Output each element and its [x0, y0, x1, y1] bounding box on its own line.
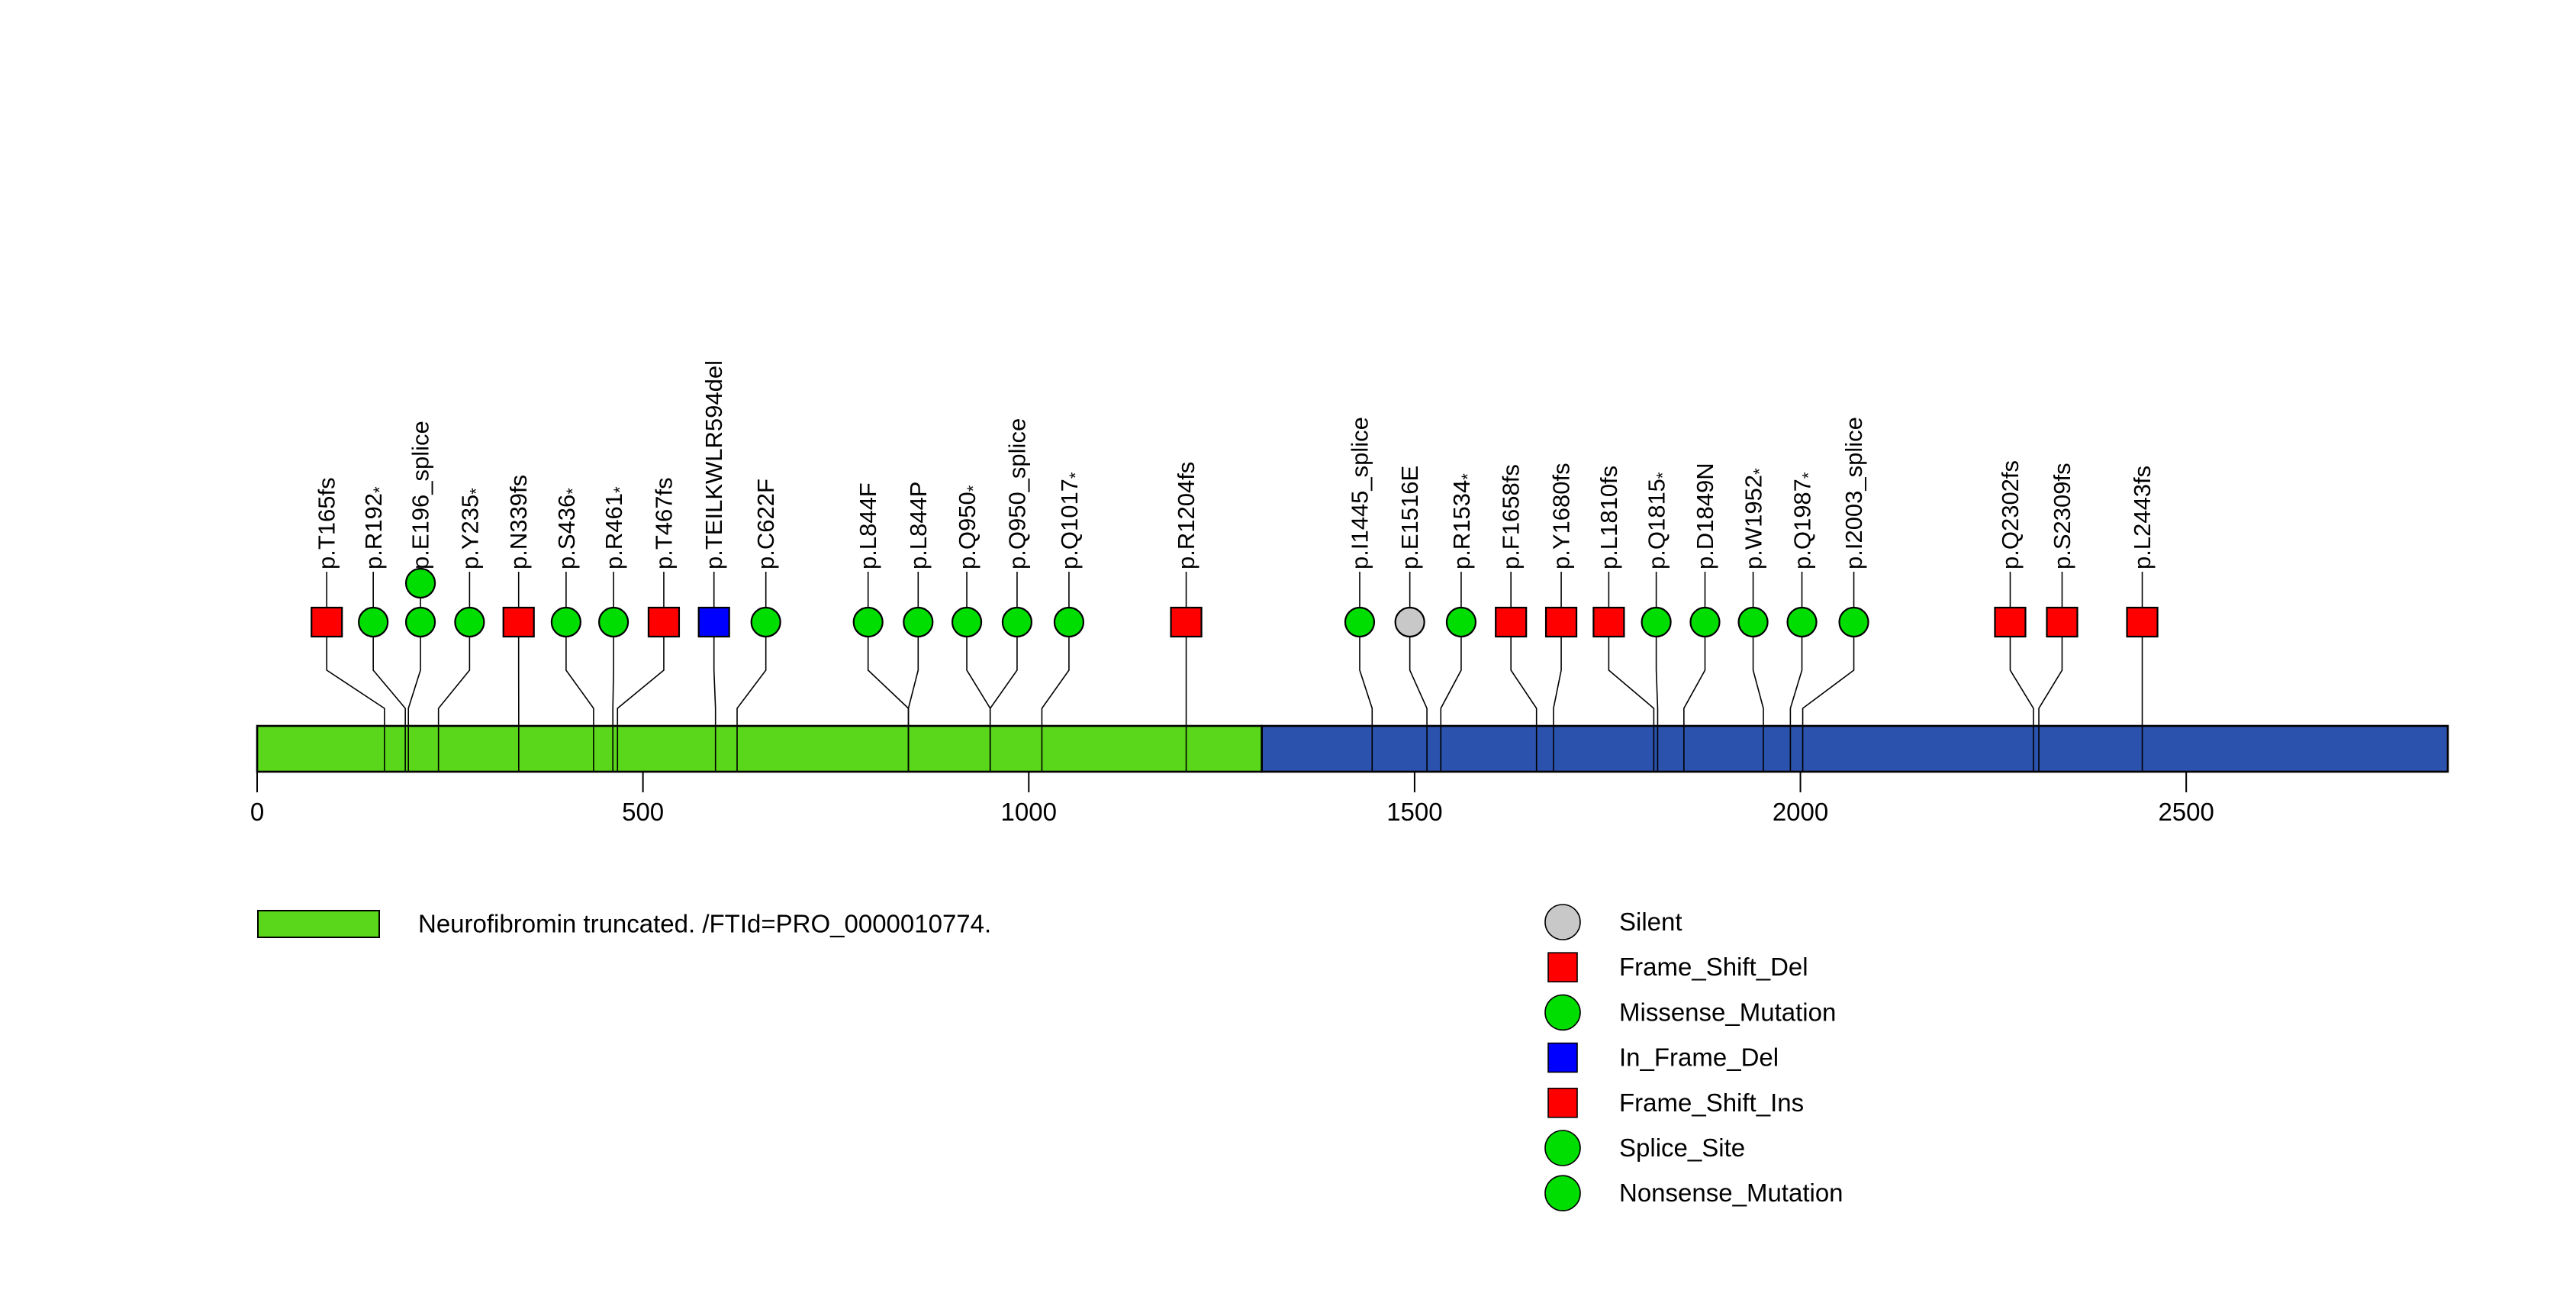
mutation-marker: [1788, 608, 1817, 637]
mutation-label: p.F1658fs: [1497, 464, 1525, 569]
mutation-label: $p.Q1815_*$: [1643, 472, 1673, 569]
axis-tick-label: 2500: [2158, 798, 2214, 826]
mutation-marker: [1003, 608, 1032, 637]
mutation-marker: [1447, 608, 1476, 637]
domain-legend-label: Neurofibromin truncated. /FTId=PRO_0000010774.: [418, 909, 992, 938]
mutation-label: p.S2309fs: [2048, 463, 2075, 569]
mutation-marker: [952, 608, 981, 637]
legend-symbol-red-square: [1548, 1088, 1577, 1117]
legend-label: Frame_Shift_Ins: [1619, 1088, 1805, 1117]
mutation-marker: [504, 608, 534, 637]
mutation-label: $p.R461_*$: [600, 486, 630, 569]
mutation-marker: [552, 608, 581, 637]
mutation-label: p.C622F: [752, 479, 780, 569]
mutation-marker: [1546, 608, 1576, 637]
mutation-label: p.TEILKWLR594del: [700, 360, 728, 569]
mutation-label: $p.R1534_*$: [1447, 473, 1477, 569]
legend-label: Missense_Mutation: [1619, 998, 1837, 1027]
mutation-marker: [455, 608, 484, 637]
mutation-label: p.R1204fs: [1173, 461, 1200, 569]
mutation-marker: [1642, 608, 1671, 637]
mutation-label: p.E196_splice: [407, 421, 434, 569]
axis-tick-label: 1500: [1386, 798, 1443, 826]
mutation-marker: [1055, 608, 1084, 637]
mutation-marker: [699, 608, 729, 637]
mutation-label: p.D1849N: [1691, 463, 1718, 569]
legend-label: Frame_Shift_Del: [1619, 953, 1808, 982]
mutation-label: p.L844P: [904, 481, 932, 569]
mutation-label: p.Q2302fs: [1996, 460, 2024, 569]
mutation-label: p.N339fs: [505, 474, 533, 569]
mutation-marker: [649, 608, 679, 637]
protein-bar-domain-blue: [1262, 726, 2448, 772]
mutation-marker: [2127, 608, 2158, 637]
mutation-marker: [752, 608, 781, 637]
domain-legend-swatch: [258, 911, 379, 937]
mutation-marker: [854, 608, 883, 637]
legend-label: Silent: [1619, 908, 1682, 936]
mutation-marker: [1171, 608, 1202, 637]
legend-symbol-gray-circle: [1545, 905, 1580, 940]
mutation-label: $p.Y235_*$: [456, 488, 485, 569]
mutation-marker: [1690, 608, 1719, 637]
mutation-marker: [2046, 608, 2077, 637]
mutation-marker: [599, 608, 628, 637]
mutation-label: $p.Q950_*$: [953, 485, 983, 569]
axis-tick-label: 1000: [1000, 798, 1057, 826]
mutation-marker: [359, 608, 388, 637]
mutation-marker: [1496, 608, 1526, 637]
mutation-marker: [1593, 608, 1624, 637]
legend-label: Nonsense_Mutation: [1619, 1179, 1843, 1208]
mutation-label: $p.Q1017_*$: [1055, 472, 1085, 569]
mutation-label: p.L1810fs: [1595, 465, 1622, 569]
mutation-label: $p.Q1987_*$: [1789, 472, 1818, 569]
legend-symbol-green-circle: [1545, 1176, 1580, 1211]
legend-symbol-red-square: [1548, 953, 1577, 982]
mutation-label: p.Y1680fs: [1547, 463, 1575, 569]
mutation-marker: [1739, 608, 1768, 637]
legend-label: In_Frame_Del: [1619, 1043, 1779, 1072]
mutation-label: p.Q950_splice: [1003, 418, 1031, 569]
mutation-marker: [903, 608, 932, 637]
mutation-label: p.L844F: [855, 482, 882, 569]
legend-symbol-green-circle: [1545, 995, 1580, 1030]
mutation-marker: [311, 608, 342, 637]
mutation-label: p.E1516E: [1396, 465, 1424, 569]
mutation-label: $p.R192_*$: [359, 486, 389, 569]
legend-symbol-blue-square: [1548, 1043, 1577, 1072]
mutation-label: $p.W1952_*$: [1740, 468, 1769, 569]
mutation-marker: [1396, 608, 1425, 637]
mutation-marker: [406, 569, 435, 598]
mutation-marker: [1995, 608, 2025, 637]
mutation-label: p.I2003_splice: [1840, 417, 1868, 569]
mutation-label: $p.S436_*$: [552, 488, 582, 569]
legend-label: Splice_Site: [1619, 1134, 1746, 1162]
mutation-label: p.T165fs: [313, 477, 340, 569]
legend-symbol-green-circle: [1545, 1130, 1580, 1166]
mutation-marker: [1840, 608, 1869, 637]
mutation-marker: [406, 608, 435, 637]
axis-tick-label: 2000: [1772, 798, 1829, 826]
mutation-label: p.T467fs: [650, 477, 678, 569]
axis-tick-label: 500: [622, 798, 665, 826]
mutation-label: p.L2443fs: [2129, 465, 2156, 569]
axis-tick-label: 0: [250, 798, 265, 826]
mutation-label: p.I1445_splice: [1346, 417, 1373, 569]
mutation-marker: [1345, 608, 1374, 637]
